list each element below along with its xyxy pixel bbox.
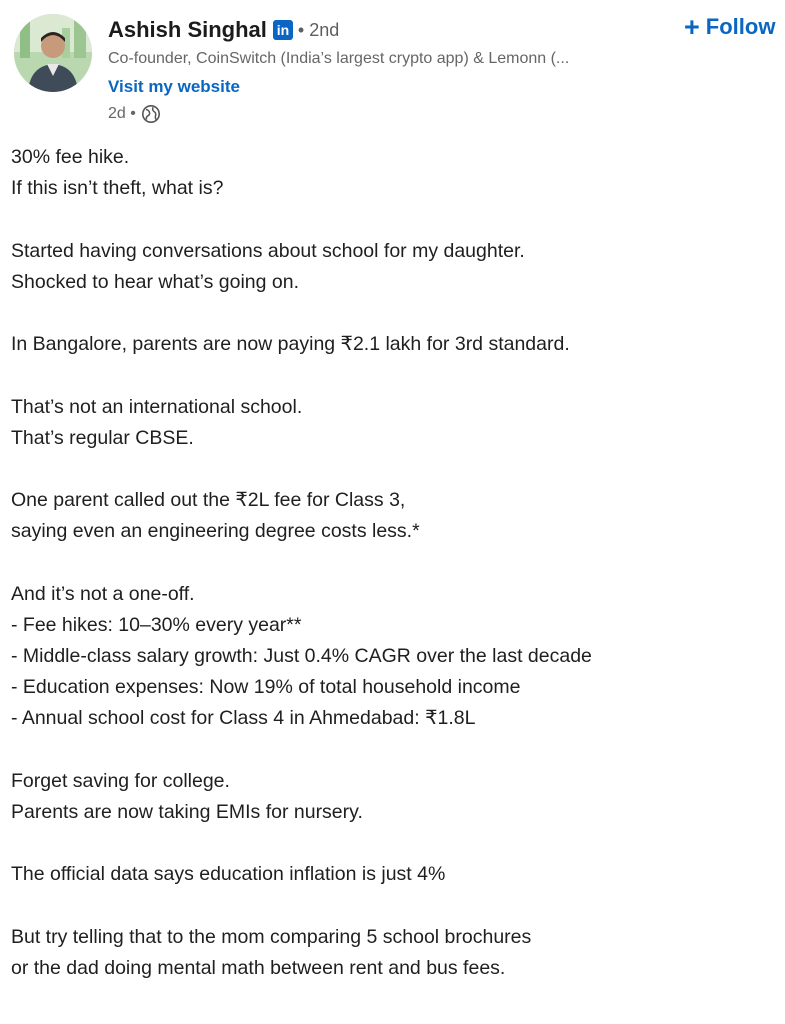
author-headline: Co-founder, CoinSwitch (India’s largest crypto app) & Lemonn (...	[108, 50, 570, 67]
post-header	[0, 0, 785, 135]
post-text-line: That’s not an international school.	[11, 395, 303, 418]
post-text-line: The official data says education inflation is just 4%	[11, 863, 446, 886]
paragraph-gap	[11, 828, 771, 859]
author-avatar[interactable]	[14, 14, 92, 92]
paragraph-gap	[11, 891, 771, 922]
paragraph-gap	[11, 547, 771, 578]
post-text-line: Shocked to hear what’s going on.	[11, 270, 300, 293]
post-text-line: If this isn’t theft, what is?	[11, 177, 224, 200]
follow-label: Follow	[705, 14, 776, 39]
post-text-line: That’s regular CBSE.	[11, 426, 194, 449]
visit-website-link[interactable]: Visit my website	[108, 77, 240, 96]
post-text-line: One parent called out the ₹2L fee for Class 3,	[11, 489, 406, 512]
post-text-line: 30% fee hike.	[11, 146, 130, 168]
paragraph-gap	[11, 204, 771, 235]
post-body	[11, 142, 771, 984]
post-text-line: Started having conversations about school for my daughter.	[11, 239, 525, 262]
plus-icon: +	[684, 11, 700, 42]
post-text-line: - Middle-class salary growth: Just 0.4% CAGR over the last decade	[11, 645, 592, 667]
post-text-line: In Bangalore, parents are now paying ₹2.1 lakh for 3rd standard.	[11, 333, 570, 356]
post-text-line: - Annual school cost for Class 4 in Ahmedabad: ₹1.8L	[11, 707, 476, 730]
post-text-line: And it’s not a one-off.	[11, 582, 195, 605]
post-text-line: - Education expenses: Now 19% of total household income	[11, 676, 521, 699]
author-row	[108, 14, 339, 46]
paragraph-gap	[11, 298, 771, 329]
post-timestamp: 2d •	[108, 105, 136, 122]
connection-degree: • 2nd	[297, 19, 340, 40]
post-text-line: Forget saving for college.	[11, 769, 230, 792]
globe-icon	[141, 104, 161, 124]
paragraph-gap	[11, 360, 771, 391]
post-text-line: Parents are now taking EMIs for nursery.	[11, 800, 363, 823]
paragraph-gap	[11, 735, 771, 766]
post-text-line: But try telling that to the mom comparing 5 school brochures	[11, 925, 532, 948]
post-text-line: saying even an engineering degree costs less.*	[11, 520, 420, 543]
post-text-line: - Fee hikes: 10–30% every year**	[11, 613, 302, 636]
post-text-line: or the dad doing mental math between rent and bus fees.	[11, 956, 506, 979]
post-meta	[108, 102, 161, 126]
follow-button[interactable]	[684, 12, 775, 42]
author-name[interactable]: Ashish Singhal	[108, 17, 267, 42]
linkedin-icon: in	[273, 20, 293, 40]
paragraph-gap	[11, 454, 771, 485]
